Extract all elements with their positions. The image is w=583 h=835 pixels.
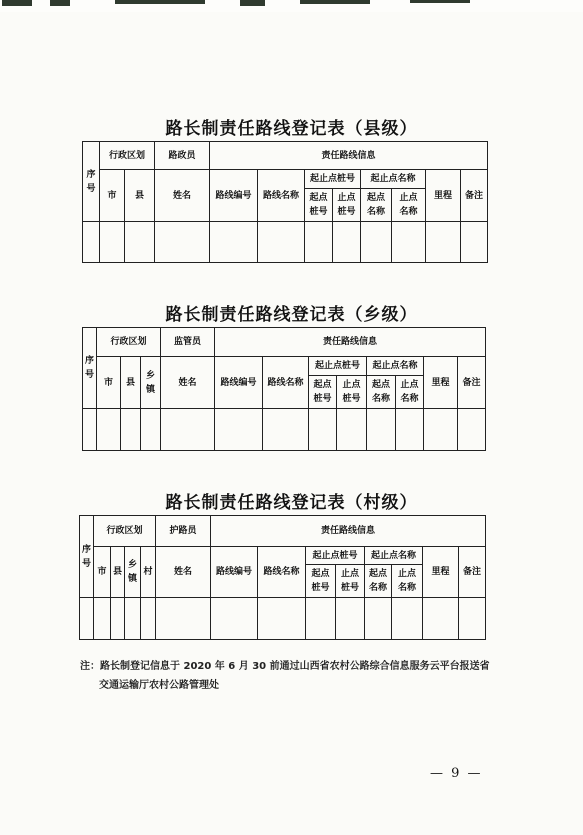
start-stake-header: 起点 桩号 [305,189,333,222]
empty-cell [424,409,458,451]
empty-cell [210,222,258,263]
end-stake-header: 止点 桩号 [336,565,365,598]
county-header: 县 [125,170,155,222]
start-end-name-header: 起止点名称 [367,357,424,376]
officer-header: 路政员 [155,142,210,170]
city-header: 市 [97,357,121,409]
city-header: 市 [100,170,125,222]
seq-header: 序 号 [83,328,97,409]
scan-mark [240,0,265,6]
city-header: 市 [94,547,111,598]
remarks-header: 备注 [461,170,488,222]
start-stake-header: 起点 桩号 [309,376,337,409]
empty-cell [365,598,392,640]
empty-cell [461,222,488,263]
scan-edge [0,0,583,12]
route-code-header: 路线编号 [215,357,263,409]
footnote [80,657,520,695]
empty-cell [100,222,125,263]
start-stake-header: 起点 桩号 [306,565,336,598]
mileage-header: 里程 [426,170,461,222]
name-header: 姓名 [161,357,215,409]
empty-cell [367,409,396,451]
name-header: 姓名 [155,170,210,222]
county-header: 县 [111,547,125,598]
page-number: — 9 — [430,766,483,781]
route-info-header: 责任路线信息 [211,516,486,547]
village-header: 村 [141,547,156,598]
empty-cell [361,222,392,263]
scan-mark [50,0,70,6]
registration-table-county [82,141,488,263]
start-name-header: 起点 名称 [367,376,396,409]
empty-cell [83,409,97,451]
empty-cell [156,598,211,640]
start-name-header: 起点 名称 [365,565,392,598]
end-name-header: 止点 名称 [396,376,424,409]
footnote-line-1: 注：路长制登记信息于 2020 年 6 月 30 前通过山西省农村公路综合信息服务云平台报送省 [80,661,490,672]
start-end-stake-header: 起止点桩号 [305,170,361,189]
table-row [83,222,488,263]
admin-region-header: 行政区划 [94,516,156,547]
officer-header: 监管员 [161,328,215,357]
table-title-county: 路长制责任路线登记表（县级） [165,119,418,139]
start-name-header: 起点 名称 [361,189,392,222]
mileage-header: 里程 [423,547,459,598]
route-code-header: 路线编号 [211,547,258,598]
empty-cell [215,409,263,451]
route-code-header: 路线编号 [210,170,258,222]
seq-header: 序 号 [83,142,100,222]
empty-cell [161,409,215,451]
empty-cell [423,598,459,640]
admin-region-header: 行政区划 [100,142,155,170]
scan-mark [115,0,205,4]
table-title-village: 路长制责任路线登记表（村级） [165,493,418,513]
empty-cell [309,409,337,451]
empty-cell [111,598,125,640]
registration-table-township [82,327,486,451]
empty-cell [258,222,305,263]
route-name-header: 路线名称 [258,547,306,598]
empty-cell [458,409,486,451]
end-stake-header: 止点 桩号 [333,189,361,222]
admin-region-header: 行政区划 [97,328,161,357]
start-end-stake-header: 起止点桩号 [309,357,367,376]
officer-header: 护路员 [156,516,211,547]
county-header: 县 [121,357,141,409]
empty-cell [426,222,461,263]
empty-cell [392,222,426,263]
empty-cell [337,409,367,451]
scan-mark [300,0,370,4]
empty-cell [94,598,111,640]
empty-cell [396,409,424,451]
route-name-header: 路线名称 [263,357,309,409]
route-info-header: 责任路线信息 [215,328,486,357]
start-end-name-header: 起止点名称 [361,170,426,189]
empty-cell [392,598,423,640]
township-header: 乡 镇 [125,547,141,598]
seq-header: 序 号 [80,516,94,598]
empty-cell [125,222,155,263]
end-name-header: 止点 名称 [392,189,426,222]
empty-cell [80,598,94,640]
empty-cell [305,222,333,263]
empty-cell [141,598,156,640]
scan-mark [2,0,32,6]
empty-cell [258,598,306,640]
route-name-header: 路线名称 [258,170,305,222]
empty-cell [155,222,210,263]
end-stake-header: 止点 桩号 [337,376,367,409]
empty-cell [263,409,309,451]
empty-cell [83,222,100,263]
empty-cell [306,598,336,640]
empty-cell [125,598,141,640]
empty-cell [97,409,121,451]
empty-cell [459,598,486,640]
remarks-header: 备注 [459,547,486,598]
footnote-line-2: 交通运输厅农村公路管理处 [99,680,219,691]
empty-cell [211,598,258,640]
table-row [80,598,486,640]
mileage-header: 里程 [424,357,458,409]
remarks-header: 备注 [458,357,486,409]
empty-cell [121,409,141,451]
table-title-township: 路长制责任路线登记表（乡级） [165,305,418,325]
end-name-header: 止点 名称 [392,565,423,598]
start-end-stake-header: 起止点桩号 [306,547,365,565]
registration-table-village [79,515,486,640]
township-header: 乡 镇 [141,357,161,409]
table-row [83,409,486,451]
empty-cell [333,222,361,263]
route-info-header: 责任路线信息 [210,142,488,170]
scan-mark [410,0,470,3]
start-end-name-header: 起止点名称 [365,547,423,565]
empty-cell [336,598,365,640]
empty-cell [141,409,161,451]
name-header: 姓名 [156,547,211,598]
